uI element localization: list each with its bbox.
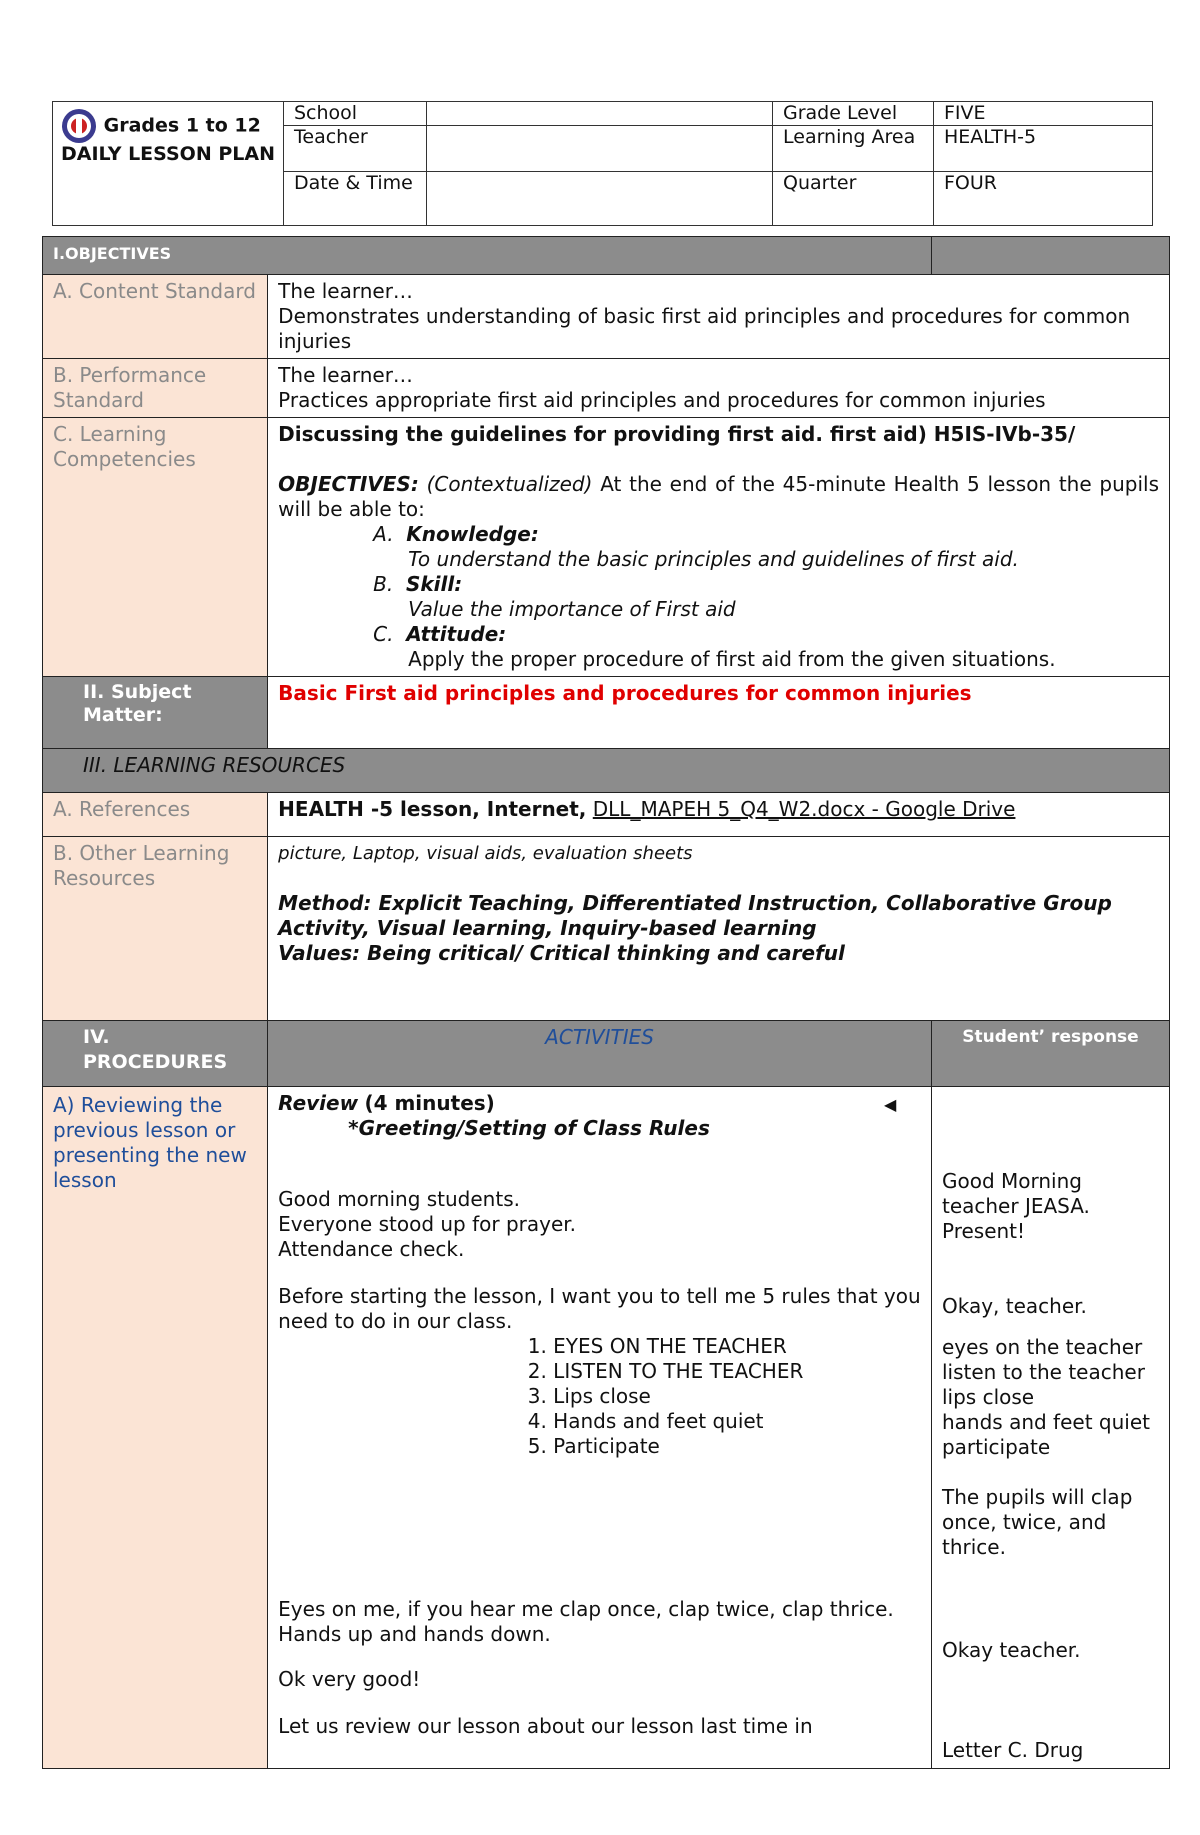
rule-item: 5. Participate <box>553 1434 921 1459</box>
values-text: Values: Being critical/ Critical thinking and careful <box>278 941 845 965</box>
references <box>268 793 1170 837</box>
cursor-arrow-icon: ◀ <box>884 1095 897 1114</box>
school-value[interactable] <box>427 102 773 126</box>
rules-list <box>278 1334 921 1459</box>
rule-item: 2. LISTEN TO THE TEACHER <box>553 1359 921 1384</box>
student-response-2: Okay, teacher. <box>941 1294 1087 1318</box>
competencies-label: C. Learning Competencies <box>43 418 268 677</box>
response-label: Student’ response <box>931 1021 1169 1087</box>
attitude-text: Apply the proper procedure of first aid from the given situations. <box>408 647 1056 671</box>
skill-text: Value the importance of First aid <box>408 597 736 621</box>
objectives-intro <box>278 472 1159 522</box>
ref-link[interactable]: DLL_MAPEH 5_Q4_W2.docx - Google Drive <box>592 797 1016 821</box>
teacher-line-7: Let us review our lesson about our lesson last time in <box>278 1714 813 1738</box>
review-heading <box>278 1091 921 1116</box>
step-a-label: A) Reviewing the previous lesson or presenting the new lesson <box>43 1087 268 1769</box>
area-value: HEALTH-5 <box>934 126 1153 172</box>
date-label: Date & Time <box>284 172 427 226</box>
objective-list: A. Knowledge: To understand the basic principles and guidelines of first aid. B. Skill: Value the importance of First aid C. Attitude: Apply the proper procedure of first aid from the given situations. <box>278 522 1159 672</box>
skill-label: Skill: <box>405 572 463 596</box>
obj-context: (Contextualized) <box>426 472 593 496</box>
performance-standard <box>268 359 1170 418</box>
lesson-table <box>42 236 1170 1769</box>
subject-title: Basic First aid principles and procedures for common injuries <box>268 677 1170 749</box>
other-resources-label: B. Other Learning Resources <box>43 837 268 1021</box>
objectives-heading: I.OBJECTIVES <box>43 237 932 275</box>
teacher-line-5: Eyes on me, if you hear me clap once, clap twice, clap thrice. Hands up and hands down. <box>278 1597 894 1646</box>
other-text: picture, Laptop, visual aids, evaluation sheets <box>278 843 693 864</box>
teacher-line-6: Ok very good! <box>278 1667 421 1691</box>
references-label: A. References <box>43 793 268 837</box>
header-table <box>52 101 1153 226</box>
competencies <box>268 418 1170 677</box>
area-label: Learning Area <box>773 126 934 172</box>
teacher-label: Teacher <box>284 126 427 172</box>
performance-line1: The learner… <box>278 363 413 387</box>
quarter-value: FOUR <box>934 172 1153 226</box>
student-response-4: Okay teacher. <box>941 1638 1081 1662</box>
school-label: School <box>284 102 427 126</box>
attitude-label: Attitude: <box>406 622 507 646</box>
subject-label: II. Subject Matter: <box>43 677 268 749</box>
knowledge-text: To understand the basic principles and guidelines of first aid. <box>408 547 1019 571</box>
grade-label: Grade Level <box>773 102 934 126</box>
resources-heading: III. LEARNING RESOURCES <box>43 749 1170 793</box>
obj-text: At the end of the 45-minute Health 5 lesson the pupils will be able to: <box>278 472 1160 521</box>
student-rule: lips close <box>941 1385 1035 1409</box>
method-text: Method: Explicit Teaching, Differentiated Instruction, Collaborative Group Activity, Visual learning, Inquiry-based learning <box>278 891 1112 940</box>
activities-cell <box>268 1087 932 1769</box>
content-line2: Demonstrates understanding of basic first aid principles and procedures for common injuries <box>278 304 1131 353</box>
ref-text: HEALTH -5 lesson, Internet, <box>278 797 587 821</box>
activities-label: ACTIVITIES <box>268 1021 932 1087</box>
teacher-line-1: Good morning students. <box>278 1187 520 1211</box>
student-response-3: The pupils will clap once, twice, and thrice. <box>941 1485 1133 1559</box>
plan-title: DAILY LESSON PLAN <box>61 143 275 165</box>
content-standard-label: A. Content Standard <box>43 275 268 359</box>
content-standard <box>268 275 1170 359</box>
student-response-1: Good Morning teacher JEASA. Present! <box>941 1169 1090 1243</box>
other-resources <box>268 837 1170 1021</box>
knowledge-label: Knowledge: <box>406 522 539 546</box>
grades-label: Grades 1 to 12 <box>103 114 261 137</box>
review-time: (4 minutes) <box>364 1091 495 1115</box>
quarter-label: Quarter <box>773 172 934 226</box>
obj-prefix: OBJECTIVES: <box>278 472 419 496</box>
content-line1: The learner… <box>278 279 413 303</box>
student-rule: eyes on the teacher <box>941 1335 1143 1359</box>
rule-item: 3. Lips close <box>553 1384 921 1409</box>
objectives-heading-blank <box>931 237 1169 275</box>
date-value[interactable] <box>427 172 773 226</box>
review-title: Review <box>278 1091 359 1115</box>
student-rule: listen to the teacher <box>941 1360 1145 1384</box>
student-response-5: Letter C. Drug <box>941 1738 1084 1762</box>
responses-cell <box>931 1087 1169 1769</box>
performance-standard-label: B. Performance Standard <box>43 359 268 418</box>
teacher-line-2: Everyone stood up for prayer. <box>278 1212 577 1236</box>
teacher-line-3: Attendance check. <box>278 1237 465 1261</box>
teacher-value[interactable] <box>427 126 773 172</box>
performance-line2: Practices appropriate first aid principles and procedures for common injuries <box>278 388 1046 412</box>
rule-item: 1. EYES ON THE TEACHER <box>553 1334 921 1359</box>
student-rule: hands and feet quiet <box>941 1410 1150 1434</box>
student-rule: participate <box>941 1435 1051 1459</box>
rule-item: 4. Hands and feet quiet <box>553 1409 921 1434</box>
procedures-label: IV. PROCEDURES <box>43 1021 268 1087</box>
grade-value: FIVE <box>934 102 1153 126</box>
deped-seal-icon <box>61 108 97 144</box>
teacher-line-4: Before starting the lesson, I want you to tell me 5 rules that you need to do in our class. <box>278 1284 921 1333</box>
greeting: *Greeting/Setting of Class Rules <box>348 1116 710 1140</box>
competency-title: Discussing the guidelines for providing first aid. first aid) H5IS-IVb-35/ <box>278 422 1076 446</box>
logo-cell <box>53 102 284 226</box>
